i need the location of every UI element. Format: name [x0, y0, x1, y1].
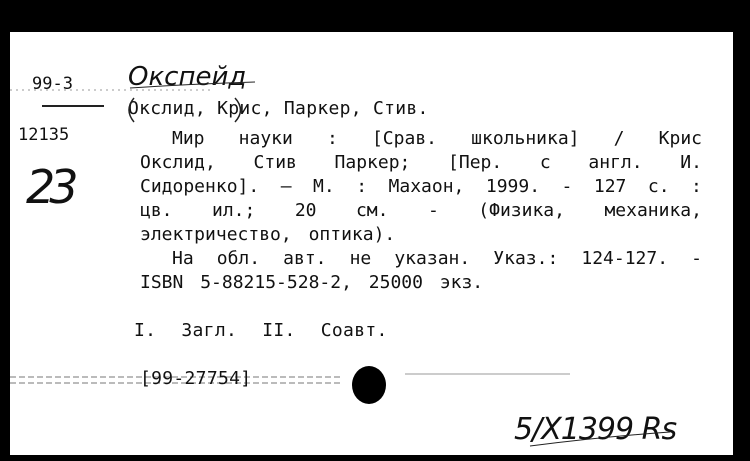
description-word: Крис — [658, 128, 702, 149]
note-word: 25000 — [368, 272, 423, 293]
note-word: 5-88215-528-2, — [200, 272, 352, 293]
call-number-top: 99-3 — [32, 74, 73, 94]
description-word: Мир — [172, 128, 205, 149]
description-word: ил.; — [211, 200, 256, 221]
description-word: с — [539, 152, 551, 173]
call-number-bottom: 12135 — [18, 125, 70, 145]
handwritten-inventory: 5/X1399 Rs — [514, 412, 677, 447]
card-number: [99-27754] — [140, 368, 252, 389]
tracings: I. Загл. II. Соавт. — [134, 320, 388, 341]
description-word: 127 — [593, 176, 627, 197]
note-word: Указ.: — [493, 248, 559, 269]
description-word: - — [427, 200, 439, 221]
note-word: экз. — [439, 272, 484, 293]
note-word: обл. — [216, 248, 261, 269]
description-word: см. — [355, 200, 389, 221]
description-word: оптика). — [308, 224, 396, 245]
description-word: с. — [647, 176, 670, 197]
description-word: [Срав. — [371, 128, 437, 149]
description-word: англ. — [588, 152, 643, 173]
description-word: школьника] — [471, 128, 580, 149]
description-word: Сидоренко]. — [140, 176, 260, 197]
note-word: 124-127. — [581, 248, 669, 269]
description-word: (Физика, — [478, 200, 565, 221]
note-word: авт. — [283, 248, 327, 269]
description-word: М. — [313, 176, 335, 197]
description-word: электричество, — [140, 224, 292, 245]
note-word: ISBN — [140, 272, 184, 293]
note-word: указан. — [394, 248, 471, 269]
description-word: И. — [680, 152, 702, 173]
note-word: - — [691, 248, 702, 269]
catalog-card — [10, 32, 733, 455]
description-word: Окслид, — [140, 152, 216, 173]
description-word: Махаон, — [388, 176, 465, 197]
author-heading: Окслид, Крис, Паркер, Стив. — [128, 98, 429, 119]
handwritten-heading: Окспейд — [128, 62, 247, 92]
description-word: : — [356, 176, 368, 197]
description-word: Стив — [253, 152, 297, 173]
description-word: 1999. — [485, 176, 541, 197]
note-word: не — [349, 248, 372, 269]
description-word: Паркер; — [334, 152, 411, 173]
description-word: - — [561, 176, 573, 197]
handwritten-margin-mark: 23 — [26, 160, 73, 214]
description-word: : — [691, 176, 702, 197]
description-word: / — [613, 128, 625, 149]
handwritten-inventory-stroke — [10, 32, 733, 455]
description-word: – — [280, 176, 292, 197]
note-word: На — [172, 248, 194, 269]
description-word: : — [326, 128, 338, 149]
description-word: 20 — [294, 200, 317, 221]
description-word: науки — [238, 128, 293, 149]
description-word: цв. — [140, 200, 173, 221]
description-word: [Пер. — [448, 152, 503, 173]
description-word: механика, — [604, 200, 702, 221]
